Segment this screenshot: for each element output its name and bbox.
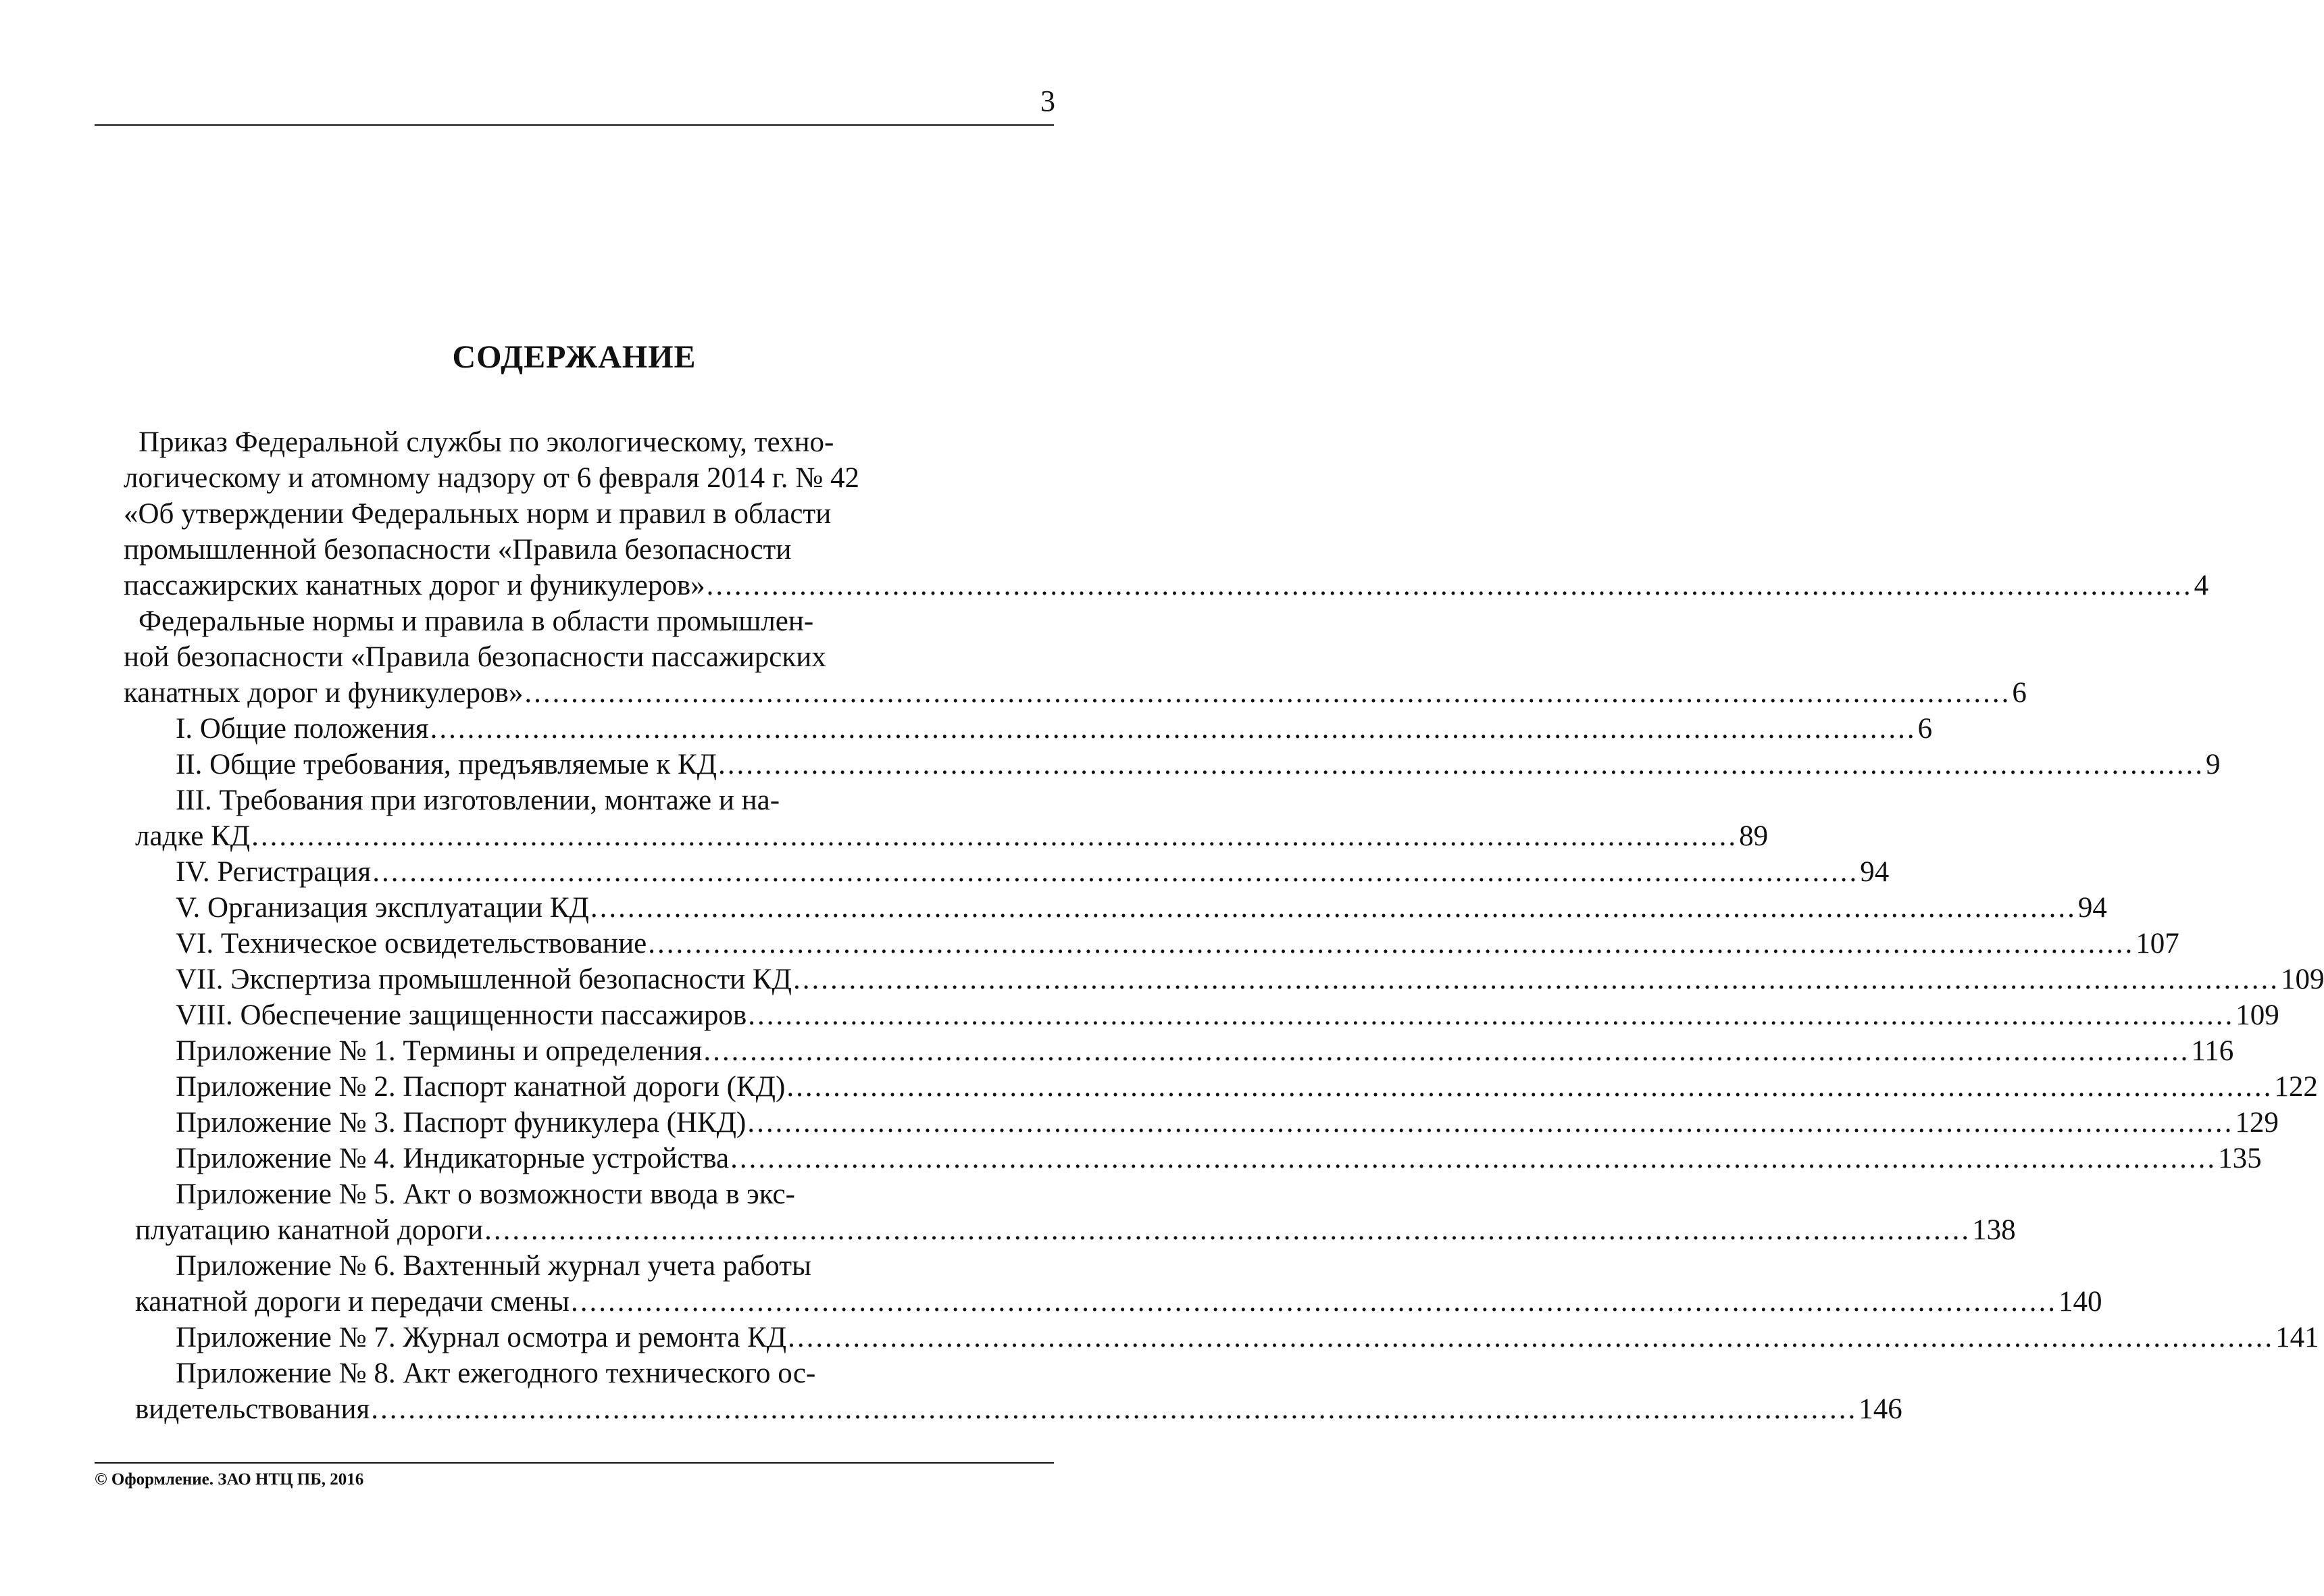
header-rule <box>95 124 1054 126</box>
toc-entry-text: канатной дороги и передачи смены <box>135 1286 570 1318</box>
toc-entry[interactable] <box>95 424 2209 603</box>
toc-entry[interactable] <box>95 1141 2262 1176</box>
toc-entry-text: пассажирских канатных дорог и фуникулеров» <box>124 570 705 601</box>
toc-entry-text: VIII. Обеспечение защищенности пассажиров <box>176 999 747 1031</box>
toc-entry-text: Приложение № 7. Журнал осмотра и ремонта КД <box>176 1322 787 1353</box>
toc-page-number: 4 <box>2194 570 2209 601</box>
dot-leader: ................................................................................................................................................................ <box>748 999 2235 1031</box>
toc-entry-text: I. Общие положения <box>176 713 429 745</box>
footer-rule <box>95 1462 1054 1464</box>
dot-leader: ................................................................................................................................................................ <box>648 928 2135 959</box>
toc-entry-line: III. Требования при изготовлении, монтаже и на- <box>176 784 780 816</box>
toc-entry[interactable] <box>95 1105 2279 1141</box>
toc-entry-line: Федеральные нормы и правила в области промышлен- <box>138 605 814 637</box>
toc-entry-text: Приложение № 2. Паспорт канатной дороги (КД) <box>176 1071 786 1103</box>
toc-page-number: 6 <box>1917 713 1933 745</box>
toc-entry-text: ладке КД <box>135 820 251 852</box>
toc-page-number: 109 <box>2280 964 2324 995</box>
toc-entry[interactable] <box>95 890 2107 926</box>
toc-entry-line: «Об утверждении Федеральных норм и правил в области <box>124 498 832 530</box>
toc-page-number: 109 <box>2235 999 2279 1031</box>
toc-entry[interactable] <box>95 1320 2319 1355</box>
toc-entry[interactable] <box>95 854 1890 890</box>
toc-entry[interactable] <box>95 603 2027 711</box>
page-number: 3 <box>1040 84 1055 118</box>
dot-leader: ................................................................................................................................................................ <box>484 1214 1971 1246</box>
toc-page-number: 141 <box>2275 1322 2319 1353</box>
toc-entry-line <box>95 818 1769 854</box>
toc-page-number: 116 <box>2191 1035 2234 1067</box>
toc-page-number: 138 <box>1972 1214 2016 1246</box>
toc-entry-text: VI. Техническое освидетельствование <box>176 928 647 959</box>
toc-entry[interactable] <box>95 711 1933 747</box>
toc-entry-line <box>95 1212 2016 1248</box>
toc-entry-text: IV. Регистрация <box>176 856 372 888</box>
copyright-notice: © Оформление. ЗАО НТЦ ПБ, 2016 <box>95 1470 364 1489</box>
toc-entry[interactable] <box>95 926 2179 962</box>
toc-entry-text: видетельствования <box>135 1393 370 1425</box>
dot-leader: ................................................................................................................................................................ <box>371 1393 1858 1425</box>
toc-entry-text: Приложение № 4. Индикаторные устройства <box>176 1143 730 1174</box>
dot-leader: ................................................................................................................................................................ <box>747 1107 2234 1139</box>
toc-entry-text: V. Организация эксплуатации КД <box>176 892 589 924</box>
toc-entry-line <box>95 1391 1902 1427</box>
toc-page-number: 94 <box>2077 892 2107 924</box>
dot-leader: ................................................................................................................................................................ <box>788 1322 2275 1353</box>
dot-leader: ................................................................................................................................................................ <box>730 1143 2217 1174</box>
toc-entry-text: VII. Экспертиза промышленной безопасности КД <box>176 964 792 995</box>
toc-entry-line <box>95 1284 2102 1320</box>
toc-entry-line: Приложение № 5. Акт о возможности ввода в экс- <box>176 1178 795 1210</box>
dot-leader: ................................................................................................................................................................ <box>372 856 1859 888</box>
toc-page-number: 140 <box>2058 1286 2102 1318</box>
dot-leader: ................................................................................................................................................................ <box>706 570 2193 601</box>
toc-entry[interactable] <box>95 1033 2234 1069</box>
dot-leader: ................................................................................................................................................................ <box>590 892 2077 924</box>
toc-entry[interactable] <box>95 962 2324 997</box>
toc-entry-text: канатных дорог и фуникулеров» <box>124 677 524 709</box>
toc-entry-line: Приказ Федеральной службы по экологическому, техно- <box>138 426 834 458</box>
table-of-contents <box>95 424 2324 1427</box>
toc-entry-line: Приложение № 6. Вахтенный журнал учета работы <box>176 1250 811 1282</box>
toc-entry-line: ной безопасности «Правила безопасности пассажирских <box>124 641 826 673</box>
toc-entry-line: промышленной безопасности «Правила безопасности <box>124 534 792 566</box>
toc-entry[interactable] <box>95 1355 1902 1427</box>
toc-entry[interactable] <box>95 1069 2318 1105</box>
dot-leader: ................................................................................................................................................................ <box>570 1286 2057 1318</box>
dot-leader: ................................................................................................................................................................ <box>703 1035 2190 1067</box>
dot-leader: ................................................................................................................................................................ <box>430 713 1917 745</box>
toc-entry[interactable] <box>95 747 2221 782</box>
toc-entry-line <box>95 568 2209 603</box>
toc-page-number: 6 <box>2012 677 2027 709</box>
toc-entry-text: Приложение № 1. Термины и определения <box>176 1035 703 1067</box>
dot-leader: ................................................................................................................................................................ <box>718 749 2205 780</box>
toc-entry-text: плуатацию канатной дороги <box>135 1214 484 1246</box>
toc-page-number: 94 <box>1860 856 1890 888</box>
toc-page-number: 89 <box>1739 820 1769 852</box>
toc-entry[interactable] <box>95 997 2279 1033</box>
dot-leader: ................................................................................................................................................................ <box>792 964 2279 995</box>
toc-entry-line: логическому и атомному надзору от 6 февраля 2014 г. № 42 <box>124 462 859 494</box>
toc-entry-text: Приложение № 3. Паспорт фуникулера (НКД) <box>176 1107 747 1139</box>
toc-entry[interactable] <box>95 782 1769 854</box>
toc-entry[interactable] <box>95 1248 2102 1320</box>
toc-entry[interactable] <box>95 1176 2016 1248</box>
toc-page-number: 9 <box>2206 749 2221 780</box>
toc-entry-line: Приложение № 8. Акт ежегодного технического ос- <box>176 1357 816 1389</box>
toc-page-number: 135 <box>2218 1143 2262 1174</box>
toc-entry-line <box>95 675 2027 711</box>
dot-leader: ................................................................................................................................................................ <box>786 1071 2273 1103</box>
toc-page-number: 107 <box>2136 928 2179 959</box>
toc-page-number: 122 <box>2274 1071 2318 1103</box>
dot-leader: ................................................................................................................................................................ <box>524 677 2011 709</box>
toc-entry-text: II. Общие требования, предъявляемые к КД <box>176 749 717 780</box>
toc-title: СОДЕРЖАНИЕ <box>452 339 697 375</box>
toc-page-number: 129 <box>2235 1107 2279 1139</box>
dot-leader: ................................................................................................................................................................ <box>251 820 1738 852</box>
toc-page-number: 146 <box>1859 1393 1902 1425</box>
